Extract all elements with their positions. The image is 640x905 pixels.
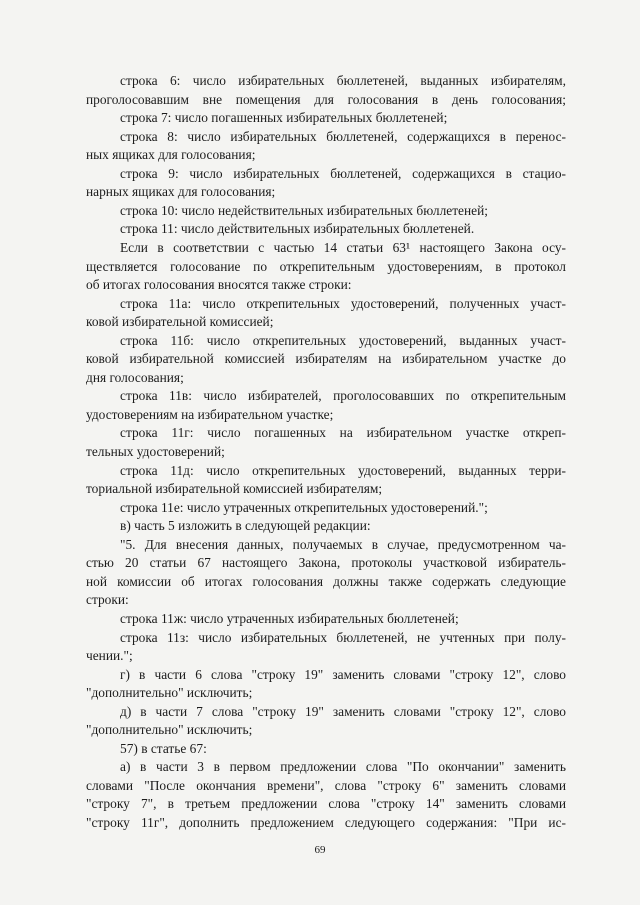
text-line: Если в соответствии с частью 14 статьи 63¹ настоящего Закона осу- <box>120 240 566 255</box>
text-line: строка 11в: число избирателей, проголосовавших по открепительным <box>120 388 566 403</box>
text-line: строка 6: число избирательных бюллетеней, выданных избирателям, <box>120 73 566 88</box>
text-line: ториальной избирательной комиссией избирателям; <box>86 481 383 496</box>
text-line: "дополнительно" исключить; <box>86 685 253 700</box>
text-line: строка 11г: число погашенных на избирательном участке откреп- <box>120 425 566 440</box>
text-line: "строку 11г", дополнить предложением следующего содержания: "При ис- <box>86 815 566 830</box>
text-line: строка 11: число действительных избирательных бюллетеней. <box>120 221 475 236</box>
text-line: тельных удостоверений; <box>86 444 225 459</box>
text-line: дня голосования; <box>86 370 184 385</box>
text-line: строки: <box>86 592 129 607</box>
text-line: ковой избирательной комиссией избирателям на избирательном участке до <box>86 351 566 366</box>
text-line: строка 11а: число открепительных удостоверений, полученных участ- <box>120 296 566 311</box>
text-line: ществляется голосование по открепительным удостоверениям, в протокол <box>86 259 566 274</box>
text-line: ной комиссии об итогах голосования должны также содержать следующие <box>86 574 566 589</box>
text-line: словами "После окончания времени", слова "строку 6" заменить словами <box>86 778 566 793</box>
text-line: строка 11д: число открепительных удостоверений, выданных терри- <box>120 463 566 478</box>
text-line: строка 9: число избирательных бюллетеней, содержащихся в стацио- <box>120 166 566 181</box>
text-line: 57) в статье 67: <box>120 741 207 756</box>
text-line: "5. Для внесения данных, получаемых в случае, предусмотренном ча- <box>120 537 566 552</box>
text-line: чении."; <box>86 648 133 663</box>
text-line: об итогах голосования вносятся также строки: <box>86 277 352 292</box>
page-number: 69 <box>314 844 326 856</box>
text-line: в) часть 5 изложить в следующей редакции: <box>120 518 371 533</box>
text-line: стью 20 статьи 67 настоящего Закона, протоколы участковой избиратель- <box>86 555 566 570</box>
text-line: строка 7: число погашенных избирательных бюллетеней; <box>120 110 448 125</box>
text-line: строка 11б: число открепительных удостоверений, выданных участ- <box>120 333 566 348</box>
text-line: удостоверениям на избирательном участке; <box>86 407 334 422</box>
text-line: строка 11е: число утраченных открепительных удостоверений."; <box>120 500 488 515</box>
text-line: ковой избирательной комиссией; <box>86 314 274 329</box>
text-line: а) в части 3 в первом предложении слова "По окончании" заменить <box>120 759 566 774</box>
text-line: строка 10: число недействительных избирательных бюллетеней; <box>120 203 488 218</box>
text-line: г) в части 6 слова "строку 19" заменить словами "строку 12", слово <box>120 667 566 682</box>
text-line: ных ящиках для голосования; <box>86 147 256 162</box>
text-line: д) в части 7 слова "строку 19" заменить словами "строку 12", слово <box>120 704 566 719</box>
text-line: "дополнительно" исключить; <box>86 722 253 737</box>
text-line: нарных ящиках для голосования; <box>86 184 276 199</box>
text-line: строка 11ж: число утраченных избирательных бюллетеней; <box>120 611 459 626</box>
text-line: строка 11з: число избирательных бюллетеней, не учтенных при полу- <box>120 630 566 645</box>
text-line: строка 8: число избирательных бюллетеней, содержащихся в перенос- <box>120 129 566 144</box>
text-line: проголосовавшим вне помещения для голосования в день голосования; <box>86 92 566 107</box>
text-line: "строку 7", в третьем предложении слова "строку 14" заменить словами <box>86 796 566 811</box>
